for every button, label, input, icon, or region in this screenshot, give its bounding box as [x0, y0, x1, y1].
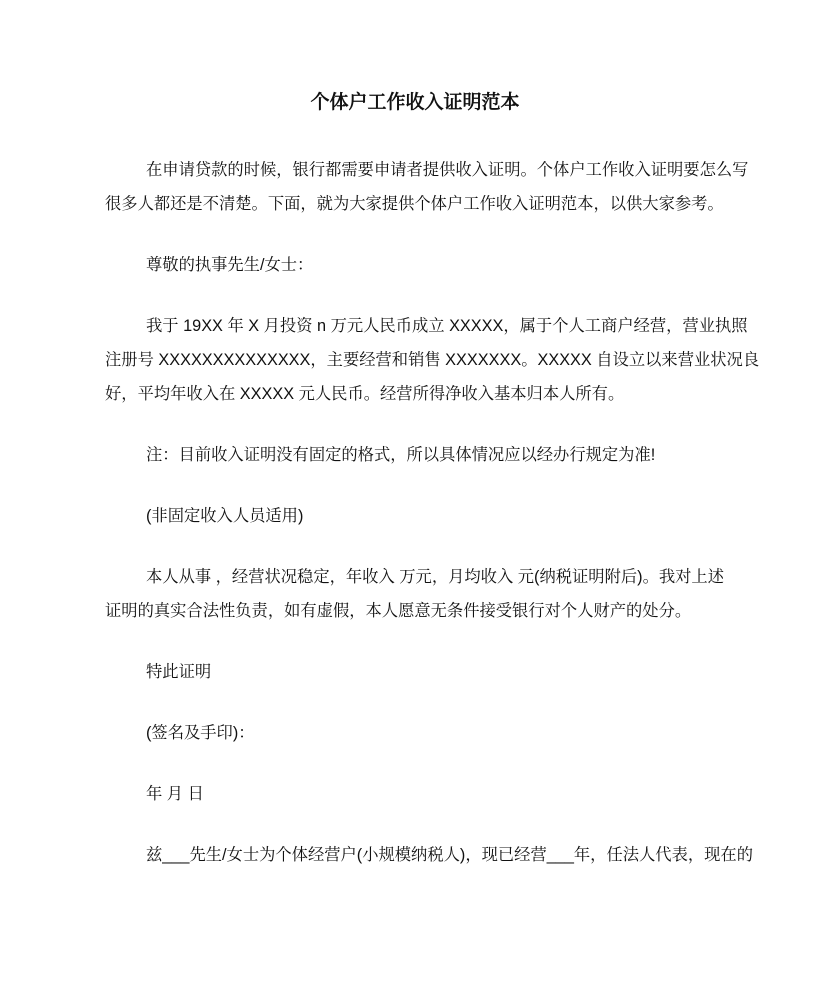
paragraph-line: 好，平均年收入在 XXXXX 元人民币。经营所得净收入基本归本人所有。 — [105, 385, 625, 403]
paragraph-line: 注册号 XXXXXXXXXXXXXX，主要经营和销售 XXXXXXX。XXXXX 自设立以来营业状况良 — [105, 351, 760, 369]
paragraph — [105, 655, 730, 689]
paragraph-line: 证明的真实合法性负责，如有虚假，本人愿意无条件接受银行对个人财产的处分。 — [105, 602, 692, 620]
paragraph-line: 我于 19XX 年 X 月投资 n 万元人民币成立 XXXXX，属于个人工商户经营，营业执照 — [146, 317, 748, 335]
paragraph — [105, 153, 749, 221]
paragraph-line: 兹___先生/女士为个体经营户(小规模纳税人)，现已经营___年，任法人代表，现在的 — [146, 846, 753, 864]
document-body — [105, 153, 760, 899]
paragraph — [105, 499, 730, 533]
paragraph-line: (签名及手印)： — [146, 724, 255, 742]
paragraph-line: 年 月 日 — [146, 785, 204, 803]
paragraph — [105, 560, 730, 628]
paragraph-line: 本人从事 ，经营状况稳定，年收入 万元，月均收入 元(纳税证明附后)。我对上述 — [146, 568, 724, 586]
paragraph-line: (非固定收入人员适用) — [146, 507, 304, 525]
paragraph — [105, 716, 730, 750]
paragraph — [105, 777, 730, 811]
paragraph-line: 尊敬的执事先生/女士： — [146, 256, 314, 274]
paragraph — [105, 438, 730, 472]
paragraph — [105, 838, 753, 872]
paragraph — [105, 248, 730, 282]
paragraph-line: 注：目前收入证明没有固定的格式，所以具体情况应以经办行规定为准! — [146, 446, 656, 464]
paragraph-line: 很多人都还是不清楚。下面，就为大家提供个体户工作收入证明范本，以供大家参考。 — [105, 195, 724, 213]
paragraph-line: 特此证明 — [146, 663, 212, 681]
paragraph-line: 在申请贷款的时候，银行都需要申请者提供收入证明。个体户工作收入证明要怎么写 — [146, 161, 749, 179]
document-title: 个体户工作收入证明范本 — [310, 92, 520, 113]
paragraph — [105, 309, 760, 411]
